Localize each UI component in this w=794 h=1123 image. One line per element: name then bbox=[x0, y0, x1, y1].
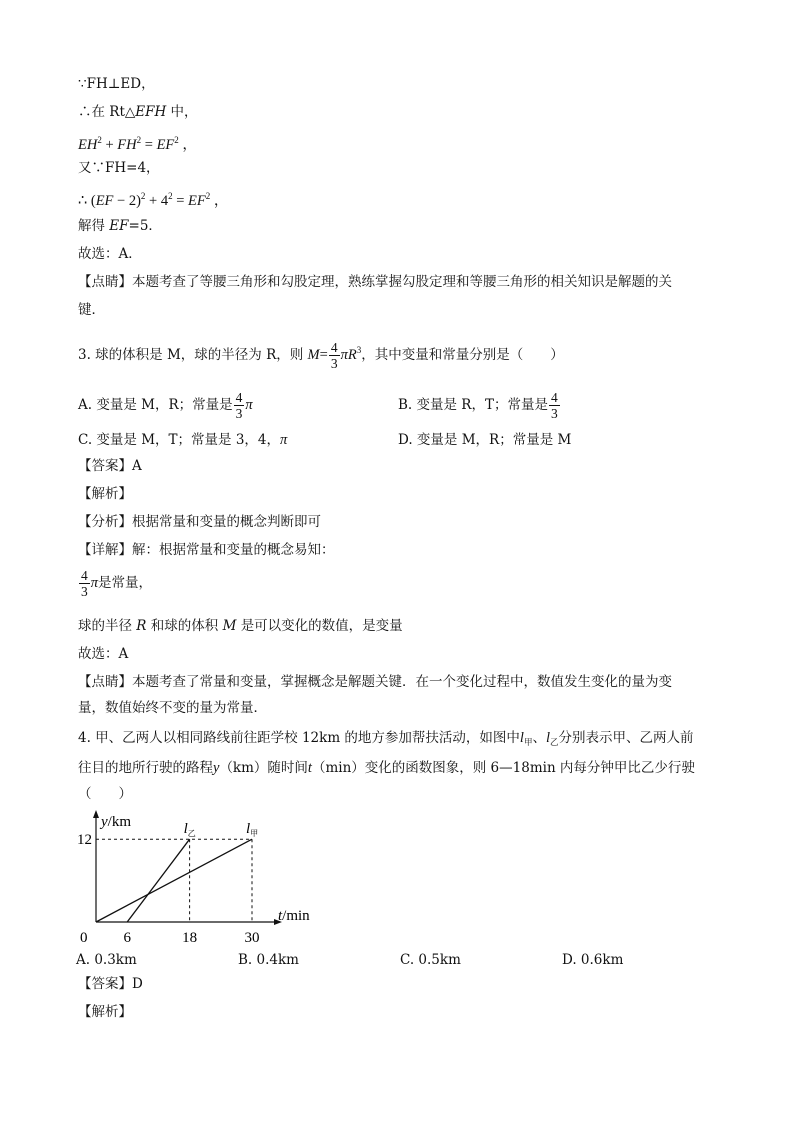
variable-line: 球的半径 R 和球的体积 M 是可以变化的数值，是变量 bbox=[78, 618, 403, 634]
text-fragment: 往目的地所行驶的路程 bbox=[78, 760, 213, 776]
text-fragment: 球的半径 bbox=[78, 618, 137, 634]
text-fragment: D. 0.6km bbox=[562, 952, 624, 968]
comment-line bbox=[78, 698, 267, 718]
comment-line bbox=[78, 272, 672, 292]
text-fragment: （ ） bbox=[78, 786, 132, 802]
text-fragment: 【答案】A bbox=[78, 458, 142, 474]
text-fragment: 分别表示甲、乙两人前 bbox=[558, 730, 694, 746]
text-fragment: 【答案】D bbox=[78, 976, 143, 992]
option-c[interactable] bbox=[400, 950, 461, 970]
option-d[interactable] bbox=[398, 430, 571, 450]
y-axis-label: y/km bbox=[101, 814, 132, 830]
text-fragment: 故选：A． bbox=[78, 246, 142, 262]
text-fragment: EF bbox=[109, 218, 129, 234]
comment-line bbox=[78, 300, 105, 320]
option-c[interactable]: C. 变量是 M，T；常量是 3，4，π bbox=[78, 432, 288, 448]
x-tick-label: 30 bbox=[244, 930, 260, 946]
given-fh: 又∵FH=4， bbox=[78, 160, 160, 176]
answer-choice-line bbox=[78, 244, 142, 264]
y-axis-arrow bbox=[93, 810, 99, 818]
denominator: 3 bbox=[330, 356, 338, 371]
text-fragment: 中， bbox=[166, 104, 198, 120]
text-fragment: 和球的体积 bbox=[150, 618, 223, 634]
y-tick-label: 12 bbox=[77, 832, 92, 849]
option-b[interactable] bbox=[398, 390, 561, 421]
text-fragment: 【点睛】本题考查了等腰三角形和勾股定理，熟练掌握勾股定理和等腰三角形的相关知识是解题的关 bbox=[78, 274, 672, 290]
substituted-equation: ∴ $(EF - 2)^2 + 4^2 = EF^2$ ， bbox=[78, 191, 229, 209]
text-fragment: =5． bbox=[128, 218, 162, 234]
text-line bbox=[78, 216, 162, 236]
fraction: $\frac{4}{3}$ bbox=[235, 390, 243, 421]
text-line bbox=[78, 102, 198, 122]
option-a[interactable]: A. 变量是 M，R；常量是 $\frac{4}{3}$ π bbox=[78, 390, 253, 421]
constant-line: $\frac{4}{3}$ π是常量， bbox=[81, 568, 153, 599]
answer-label bbox=[78, 974, 143, 994]
text-fragment: 解得 bbox=[78, 218, 110, 234]
series-line-1 bbox=[96, 839, 252, 922]
numerator: 4 bbox=[330, 340, 338, 355]
text-fragment: A. 变量是 bbox=[78, 397, 142, 413]
fraction bbox=[329, 340, 340, 371]
comment-line bbox=[78, 672, 672, 692]
x-tick-label: 0 bbox=[80, 930, 88, 946]
text-fragment: ∴在 Rt△ bbox=[78, 104, 136, 120]
text-fragment: 键． bbox=[78, 302, 105, 318]
text-fragment: 【解析】 bbox=[78, 486, 132, 502]
question-4-stem bbox=[78, 784, 132, 804]
text-fragment: 【详解】解：根据常量和变量的概念易知： bbox=[78, 542, 335, 558]
question-4-stem: 4. 甲、乙两人以相同路线前往距学校 12km 的地方参加帮扶活动，如图中$l_甲$、$l_乙$分别表示甲、乙两人前 bbox=[78, 730, 694, 748]
x-axis-label: t/min bbox=[278, 908, 310, 924]
question-3-stem: 3. 球的体积是 M，球的半径为 R，则 M= $\frac{4}{3}$ $\pi R^3$，其中变量和常量分别是（ ） bbox=[78, 340, 564, 371]
text-fragment: B. 0.4km bbox=[238, 952, 299, 968]
text-fragment: C. 0.5km bbox=[400, 952, 461, 968]
text-fragment: 3. 球的体积是 M，球的半径为 R，则 bbox=[78, 347, 308, 363]
option-a[interactable] bbox=[76, 950, 137, 970]
given-perpendicular: ∵FH⊥ED， bbox=[78, 76, 155, 92]
x-tick-label: 18 bbox=[182, 930, 198, 946]
choice-line bbox=[78, 644, 128, 664]
text-fragment: M，R；常量是 bbox=[141, 397, 233, 413]
series-label-2: $l_乙$ bbox=[183, 821, 196, 839]
analysis-text bbox=[78, 512, 321, 532]
text-fragment: 4. 甲、乙两人以相同路线前往距学校 12km 的地方参加帮扶活动，如图中 bbox=[78, 730, 520, 746]
text-fragment: 【解析】 bbox=[78, 1004, 132, 1020]
distance-time-chart bbox=[70, 808, 330, 948]
text-fragment: 【点睛】本题考查了常量和变量，掌握概念是解题关键．在一个变化过程中，数值发生变化的量为变 bbox=[78, 674, 672, 690]
fraction: $\frac{4}{3}$ bbox=[550, 390, 558, 421]
fraction: $\frac{4}{3}$ bbox=[81, 568, 88, 599]
detail-text bbox=[78, 540, 335, 560]
x-tick-label: 6 bbox=[123, 930, 131, 946]
answer-label bbox=[78, 456, 142, 476]
text-line bbox=[78, 158, 160, 178]
text-fragment: 故选：A bbox=[78, 646, 129, 662]
text-fragment: （min）变化的函数图象，则 6—18min 内每分钟甲比乙少行驶 bbox=[311, 760, 695, 776]
text-fragment: （km）随时间 bbox=[219, 760, 308, 776]
question-4-stem: 往目的地所行驶的路程y（km）随时间t（min）变化的函数图象，则 6—18min 内每分钟甲比乙少行驶 bbox=[78, 760, 695, 776]
text-fragment: 、 bbox=[532, 730, 546, 746]
series-label-1: $l_甲$ bbox=[246, 821, 259, 839]
option-b[interactable] bbox=[238, 950, 299, 970]
triangle-label: EFH bbox=[135, 104, 167, 120]
text-fragment: A. 0.3km bbox=[76, 952, 137, 968]
text-fragment: ，其中变量和常量分别是（ ） bbox=[361, 347, 564, 363]
option-d[interactable] bbox=[562, 950, 623, 970]
series-line-2 bbox=[127, 839, 189, 922]
analysis-label bbox=[78, 1002, 132, 1022]
pythagoras-equation: $EH^2 + FH^2 = EF^2$ ， bbox=[78, 135, 197, 153]
text-fragment: 【分析】根据常量和变量的概念判断即可 bbox=[78, 514, 321, 530]
text-fragment: 量，数值始终不变的量为常量． bbox=[78, 700, 267, 716]
analysis-label bbox=[78, 484, 132, 504]
text-line bbox=[78, 74, 155, 94]
text-fragment: 是常量， bbox=[98, 575, 153, 591]
text-fragment: 是可以变化的数值，是变量 bbox=[240, 618, 403, 634]
text-fragment: C. 变量是 M，T；常量是 3，4， bbox=[78, 432, 281, 448]
text-fragment: D. 变量是 M，R；常量是 M bbox=[398, 432, 572, 448]
text-fragment: B. 变量是 R，T；常量是 bbox=[398, 397, 548, 413]
